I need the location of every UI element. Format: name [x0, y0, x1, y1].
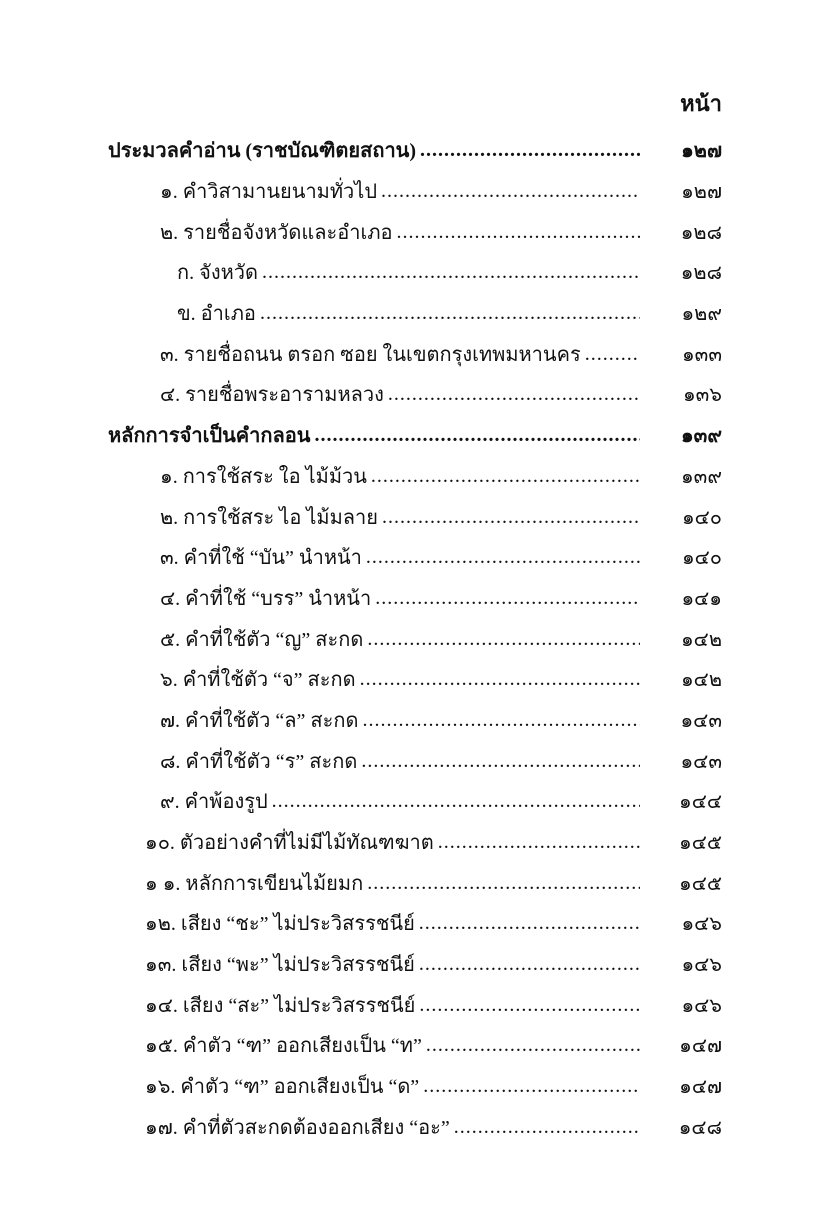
dot-leader: [366, 545, 640, 569]
dot-leader: [367, 871, 640, 895]
toc-entry: [160, 211, 640, 252]
toc-entry-label: ๕. คำที่ใช้ตัว “ญ” สะกด: [160, 628, 364, 651]
toc-page-number: ๑๔๐: [681, 547, 722, 570]
toc-entry-label: ๔. รายชื่อพระอารามหลวง: [160, 384, 384, 407]
toc-entry-label: ๑. การใช้สระ ใอ ไม้ม้วน: [160, 465, 367, 488]
toc-section-row: [0, 415, 822, 456]
toc-page-number: ๑๓๙: [680, 465, 722, 488]
toc-page-number: ๑๔๗: [679, 1076, 722, 1099]
toc-entry-label: ๑ ๑. หลักการเขียนไม้ยมก: [145, 872, 364, 895]
toc-page-number: ๑๔๗: [679, 1035, 722, 1058]
table-of-contents: [0, 130, 822, 1147]
dot-leader: [367, 627, 640, 651]
toc-entry-label: ๒. รายชื่อจังหวัดและอำเภอ: [160, 221, 393, 244]
toc-entry: [177, 252, 640, 293]
toc-page-number: ๑๒๗: [681, 181, 722, 204]
toc-entry-label: ๙. คำพ้องรูป: [160, 791, 268, 814]
toc-entry-row: [0, 578, 822, 619]
toc-entry: [160, 659, 640, 700]
toc-entry-label: ๑๐. ตัวอย่างคำที่ไม่มีไม้ทัณฑฆาต: [145, 832, 434, 855]
toc-entry: [145, 1066, 640, 1107]
toc-entry-row: [0, 659, 822, 700]
toc-entry: [160, 333, 640, 374]
toc-entry-label: ๒. การใช้สระ ไอ ไม้มลาย: [160, 506, 378, 529]
dot-leader: [419, 952, 640, 976]
toc-entry: [145, 944, 640, 985]
toc-entry: [160, 537, 640, 578]
toc-entry-row: [0, 333, 822, 374]
toc-entry: [145, 822, 640, 863]
toc-entry-row: [0, 374, 822, 415]
toc-page-number: ๑๒๙: [681, 303, 722, 326]
toc-page-number: ๑๔๖: [681, 994, 722, 1017]
toc-entry-label: ๖. คำที่ใช้ตัว “จ” สะกด: [160, 669, 356, 692]
toc-entry-row: [0, 537, 822, 578]
toc-page-number: ๑๔๒: [680, 669, 722, 692]
toc-entry-row: [0, 1066, 822, 1107]
page-column-heading: หน้า: [680, 91, 722, 116]
toc-page-number: ๑๔๒: [680, 628, 722, 651]
toc-entry-label: หลักการจำเป็นคำกลอน: [108, 425, 311, 448]
toc-page-number: ๑๔๔: [679, 791, 722, 814]
toc-entry: [145, 984, 640, 1025]
toc-entry-row: [0, 1025, 822, 1066]
toc-entry-row: [0, 171, 822, 212]
toc-entry-row: [0, 293, 822, 334]
dot-leader: [381, 179, 640, 203]
dot-leader: [314, 423, 640, 447]
toc-entry: [160, 374, 640, 415]
toc-entry-label: ๑๖. คำตัว “ฑ” ออกเสียงเป็น “ด”: [145, 1076, 420, 1099]
dot-leader: [397, 220, 640, 244]
toc-entry-label: ก. จังหวัด: [177, 262, 258, 285]
dot-leader: [419, 993, 640, 1017]
toc-entry-row: [0, 618, 822, 659]
toc-entry-label: ๗. คำที่ใช้ตัว “ล” สะกด: [160, 709, 359, 732]
dot-leader: [426, 1033, 640, 1057]
toc-entry: [160, 700, 640, 741]
toc-page-number: ๑๔๕: [679, 872, 722, 895]
toc-entry-row: [0, 862, 822, 903]
toc-entry-label: ๑๓. เสียง “พะ” ไม่ประวิสรรชนีย์: [145, 954, 415, 977]
toc-entry-row: [0, 903, 822, 944]
toc-entry-row: [0, 740, 822, 781]
dot-leader: [382, 505, 640, 529]
toc-entry-row: [0, 211, 822, 252]
toc-page-number: ๑๔๖: [681, 913, 722, 936]
toc-entry-label: ๓. รายชื่อถนน ตรอก ซอย ในเขตกรุงเทพมหานคร: [160, 343, 581, 366]
dot-leader: [371, 464, 640, 488]
dot-leader: [585, 342, 640, 366]
toc-entry-label: ประมวลคำอ่าน (ราชบัณฑิตยสถาน): [108, 140, 417, 163]
toc-page-number: ๑๒๗: [681, 140, 722, 163]
toc-entry: [145, 1107, 640, 1148]
dot-leader: [375, 586, 640, 610]
toc-entry-label: ๑๕. คำตัว “ฑ” ออกเสียงเป็น “ท”: [145, 1035, 422, 1058]
toc-entry-label: ข. อำเภอ: [177, 303, 256, 326]
toc-entry: [160, 781, 640, 822]
toc-page-number: ๑๔๘: [678, 1116, 722, 1139]
toc-entry-label: ๑. คำวิสามานยนามทั่วไป: [160, 181, 378, 204]
dot-leader: [419, 911, 640, 935]
toc-page-number: ๑๔๓: [680, 750, 722, 773]
toc-page-number: ๑๓๓: [681, 343, 722, 366]
toc-entry: [145, 1025, 640, 1066]
toc-entry-row: [0, 822, 822, 863]
toc-entry: [160, 618, 640, 659]
toc-entry-row: [0, 781, 822, 822]
toc-entry-label: ๑๗. คำที่ตัวสะกดต้องออกเสียง “อะ”: [145, 1116, 450, 1139]
toc-section-row: [0, 130, 822, 171]
toc-entry: [108, 130, 640, 171]
dot-leader: [262, 260, 640, 284]
toc-entry-label: ๑๔. เสียง “สะ” ไม่ประวิสรรชนีย์: [145, 994, 416, 1017]
dot-leader: [420, 138, 640, 162]
toc-page-number: ๑๓๖: [682, 384, 722, 407]
toc-entry-row: [0, 496, 822, 537]
toc-entry-row: [0, 1107, 822, 1148]
toc-entry: [160, 456, 640, 497]
toc-entry-label: ๓. คำที่ใช้ “บัน” นำหน้า: [160, 547, 362, 570]
toc-entry: [108, 415, 640, 456]
toc-page-number: ๑๒๘: [680, 262, 722, 285]
toc-entry-label: ๔. คำที่ใช้ “บรร” นำหน้า: [160, 587, 372, 610]
toc-entry: [160, 740, 640, 781]
dot-leader: [388, 382, 640, 406]
dot-leader: [360, 667, 640, 691]
toc-entry: [160, 578, 640, 619]
dot-leader: [362, 708, 640, 732]
dot-leader: [438, 830, 640, 854]
dot-leader: [454, 1115, 640, 1139]
toc-page-number: ๑๔๐: [681, 506, 722, 529]
dot-leader: [260, 301, 640, 325]
toc-entry: [160, 171, 640, 212]
toc-entry: [177, 293, 640, 334]
toc-entry: [145, 862, 640, 903]
toc-entry-label: ๑๒. เสียง “ชะ” ไม่ประวิสรรชนีย์: [145, 913, 415, 936]
toc-page-number: ๑๔๖: [681, 954, 722, 977]
toc-entry-row: [0, 456, 822, 497]
dot-leader: [272, 789, 640, 813]
toc-page-number: ๑๒๘: [680, 221, 722, 244]
toc-entry: [160, 496, 640, 537]
toc-page-number: ๑๔๓: [680, 709, 722, 732]
toc-entry: [145, 903, 640, 944]
toc-entry-row: [0, 944, 822, 985]
toc-page-number: ๑๔๑: [681, 587, 722, 610]
toc-page-number: ๑๔๕: [679, 832, 722, 855]
toc-page-number: ๑๓๙: [680, 425, 722, 448]
toc-entry-row: [0, 252, 822, 293]
toc-entry-label: ๘. คำที่ใช้ตัว “ร” สะกด: [160, 750, 358, 773]
toc-entry-row: [0, 700, 822, 741]
toc-entry-row: [0, 984, 822, 1025]
dot-leader: [361, 749, 640, 773]
dot-leader: [423, 1074, 640, 1098]
